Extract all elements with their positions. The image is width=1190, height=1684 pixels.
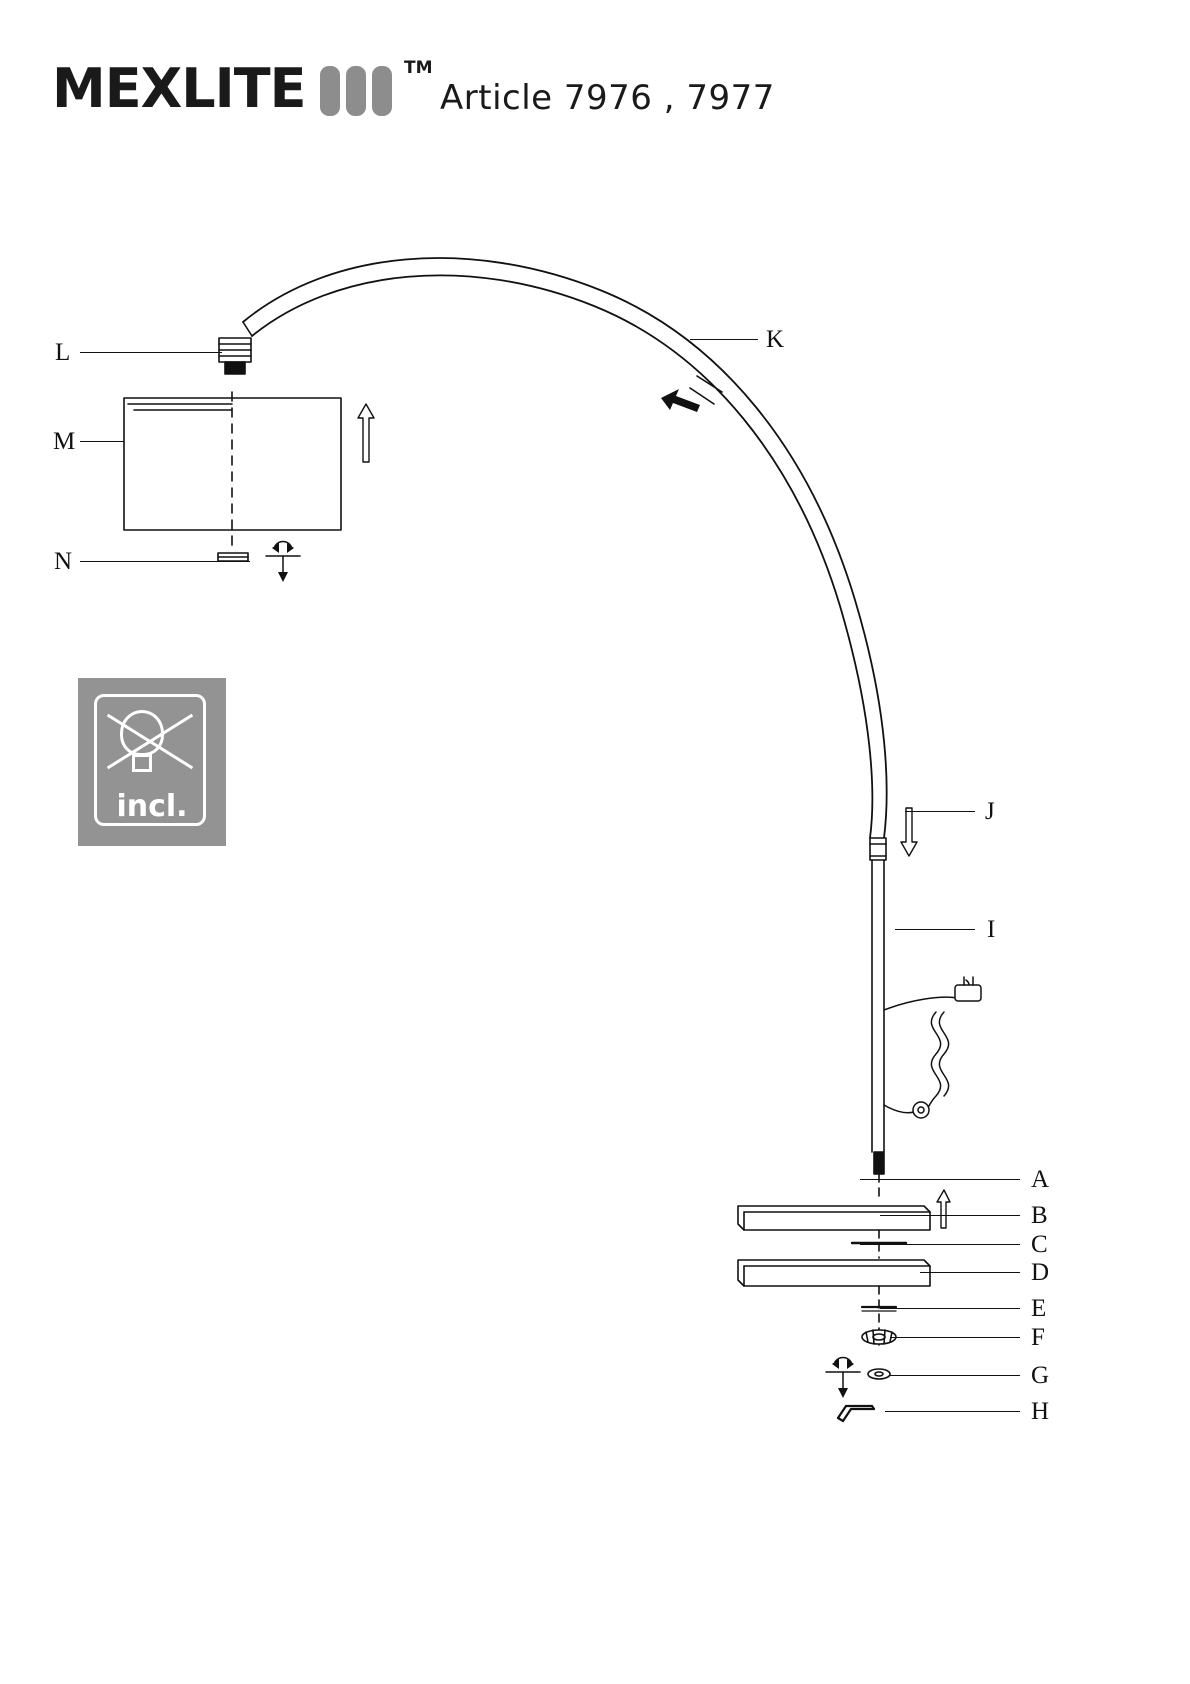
tube-joint-sleeve: [870, 838, 886, 860]
callout-line-E: [880, 1308, 1020, 1309]
callout-line-B: [880, 1215, 1020, 1216]
pole-bottom-spigot: [874, 1152, 884, 1174]
arc-arm-inner-edge: [252, 275, 872, 838]
bulb-base-icon: [132, 754, 152, 772]
thumb-screw: [826, 1358, 860, 1399]
brand-logo-text: MEXLITE: [52, 57, 306, 120]
arc-arm-outer-edge: [243, 258, 887, 838]
page-title: Article 7976 , 7977: [440, 78, 775, 118]
callout-line-M: [80, 441, 124, 442]
part-label-A: A: [1031, 1166, 1050, 1193]
part-label-G: G: [1031, 1362, 1050, 1389]
part-label-L: L: [55, 339, 71, 366]
callout-line-A: [860, 1179, 1020, 1180]
part-label-C: C: [1031, 1231, 1048, 1258]
callout-line-I: [895, 929, 975, 930]
part-label-M: M: [53, 428, 76, 455]
callout-line-H: [885, 1411, 1020, 1412]
lamp-socket-block: [225, 362, 245, 374]
page-header: [0, 0, 1190, 150]
part-label-K: K: [766, 326, 785, 353]
brand-logo-bars-icon: [320, 66, 404, 116]
part-label-H: H: [1031, 1398, 1050, 1425]
callout-line-F: [890, 1337, 1020, 1338]
lower-base-plate: [738, 1260, 930, 1286]
trademark-symbol: TM: [404, 58, 433, 78]
shade-up-arrow: [358, 404, 374, 462]
small-nut: [868, 1369, 890, 1379]
part-label-N: N: [54, 548, 73, 575]
part-label-J: J: [985, 798, 995, 825]
upper-base-plate: [738, 1206, 930, 1230]
callout-line-K: [690, 339, 758, 340]
arc-arm-end-cap: [243, 322, 252, 336]
lamp-holder-body: [219, 338, 251, 362]
part-label-B: B: [1031, 1202, 1048, 1229]
bulb-not-included-icon: [78, 678, 226, 846]
callout-line-N: [80, 561, 250, 562]
arc-joint-line-top: [697, 376, 722, 392]
callout-line-J: [905, 811, 975, 812]
shade-fixing-screw: [266, 542, 300, 583]
arc-insert-arrow: [661, 389, 700, 412]
part-label-I: I: [987, 916, 996, 943]
part-label-D: D: [1031, 1259, 1050, 1286]
shade-body: [124, 398, 341, 530]
part-label-E: E: [1031, 1295, 1047, 1322]
bulb-icon-caption: incl.: [116, 789, 188, 824]
joint-down-arrow: [901, 808, 917, 856]
base-up-arrow: [937, 1190, 950, 1228]
arc-joint-line-bottom: [690, 388, 714, 404]
shade-fixing-ring: [218, 553, 248, 561]
part-label-F: F: [1031, 1324, 1045, 1351]
power-cord: [884, 977, 981, 1118]
callout-line-G: [890, 1375, 1020, 1376]
callout-line-D: [920, 1272, 1020, 1273]
callout-line-L: [80, 352, 222, 353]
allen-key: [838, 1406, 874, 1421]
callout-line-C: [860, 1244, 1020, 1245]
bulb-glass-icon: [120, 710, 164, 756]
